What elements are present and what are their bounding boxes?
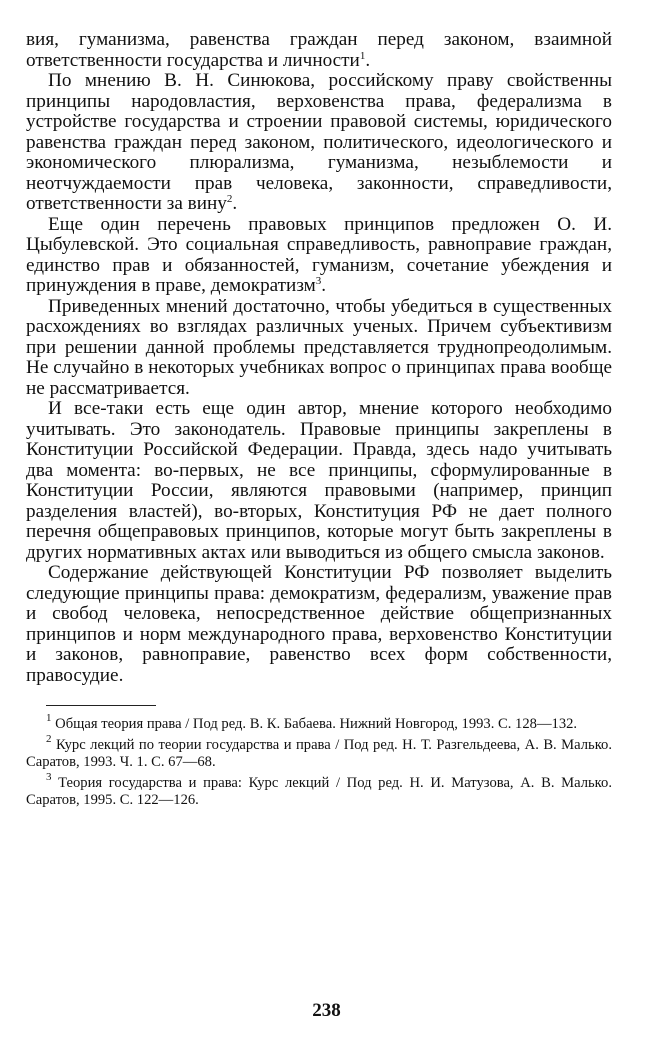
page-number: 238: [312, 1000, 341, 1021]
footnote-divider: [46, 705, 156, 706]
paragraph: Содержание действующей Конституции РФ позволяет выделить следующие принципы права: демократизм, федерализм, уважение прав и свобод человека, непосредственное действие общепризнанных принципов и норм международного права, верховенство Конституции и законов, равноправие, равенство всех форм собственности, правосудие.: [26, 562, 612, 686]
footnote-number: 2: [46, 733, 52, 745]
paragraph: вия, гуманизма, равенства граждан перед законом, взаимной ответственности государства и личности$^1$.: [26, 29, 612, 71]
footnote: $^1$ Общая теория права / Под ред. В. К. Бабаева. Нижний Новгород, 1993. С. 128—132.: [46, 712, 578, 732]
page-content: [26, 30, 612, 813]
footnote: $^2$ Курс лекций по теории государства и права / Под ред. Н. Т. Разгельдеева, А. В. Малько. Саратов, 1993. Ч. 1. С. 67—68.: [26, 733, 612, 770]
footnote-number: 3: [46, 771, 52, 783]
footnote-ref[interactable]: 1: [359, 49, 366, 62]
footnote: $^3$ Теория государства и права: Курс лекций / Под ред. Н. И. Матузова, А. В. Малько. Саратов, 1995. С. 122—126.: [26, 771, 612, 808]
footnote-ref[interactable]: 3: [315, 275, 322, 287]
paragraph: По мнению В. Н. Синюкова, российскому праву свойственны принципы народовластия, верховенства права, федерализма в устройстве государства и строении правовой системы, юридического равенства граждан перед законом, политического, идеологического и экономического плюрализма, гуманизма, незыблемости и неотчуждаемости прав человека, законности, справедливости, ответственности за вину$^2$.: [26, 70, 612, 214]
footnotes: [26, 712, 612, 809]
footnote-number: 1: [46, 712, 52, 724]
paragraph: Еще один перечень правовых принципов предложен О. И. Цыбулевской. Это социальная справедливость, равноправие граждан, единство прав и обязанностей, гуманизм, сочетание убеждения и принуждения в праве, демократизм$^3$.: [26, 213, 612, 296]
footnote-ref[interactable]: 2: [226, 193, 233, 205]
paragraph: Приведенных мнений достаточно, чтобы убедиться в существенных расхождениях во взглядах различных ученых. Причем субъективизм при решении данной проблемы представляется труднопреодолимым. Не случайно в некоторых учебниках вопрос о принципах права вообще не рассматривается.: [26, 295, 612, 399]
paragraph: И все-таки есть еще один автор, мнение которого необходимо учитывать. Это законодатель. Правовые принципы закреплены в Конституции Российской Федерации. Правда, здесь надо учитывать два момента: во-первых, не все принципы, сформулированные в Конституции России, являются правовыми (например, принцип разделения властей), во-вторых, Конституция РФ не дает полного перечня общеправовых принципов, которые могут быть закреплены в других нормативных актах или выводиться из общего смысла законов.: [26, 398, 612, 563]
